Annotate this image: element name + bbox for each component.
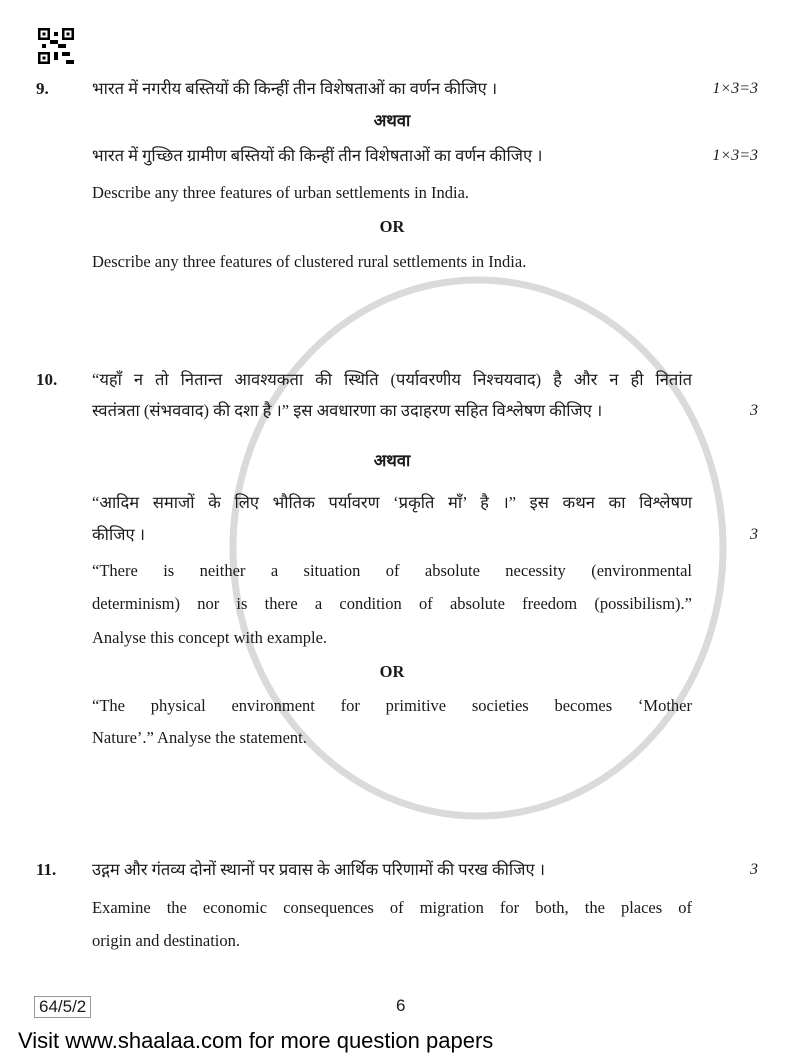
question-10-number: 10.: [36, 370, 58, 389]
question-9: [36, 78, 758, 273]
question-9-alt-english: Describe any three features of clustered rural settlements in India.: [92, 252, 527, 271]
qr-code-icon: [38, 28, 74, 64]
question-9-alt-marks: 1×3=3: [712, 147, 758, 164]
question-11: [36, 859, 758, 952]
question-11-number: 11.: [36, 860, 57, 879]
question-9-alt-hindi: भारत में गुच्छित ग्रामीण बस्तियों की किन्हीं तीन विशेषताओं का वर्णन कीजिए ।: [92, 146, 543, 165]
question-10-english-line1: “There is neither a situation of absolute necessity (environmental: [92, 561, 692, 580]
question-9-number: 9.: [36, 79, 49, 98]
or-hindi: अथवा: [373, 451, 411, 470]
question-9-hindi: भारत में नगरीय बस्तियों की किन्हीं तीन विशेषताओं का वर्णन कीजिए ।: [92, 79, 498, 98]
or-hindi: अथवा: [373, 111, 411, 130]
question-10-alt-hindi-line1: “आदिम समाजों के लिए भौतिक पर्यावरण ‘प्रकृति माँ’ है ।” इस कथन का विश्लेषण: [92, 493, 692, 512]
question-10-english-line3: Analyse this concept with example.: [92, 628, 328, 647]
page-number: 6: [396, 996, 406, 1015]
question-11-english-line2: origin and destination.: [92, 931, 241, 950]
question-10-hindi-line2: स्वतंत्रता (संभववाद) की दशा है ।” इस अवधारणा का उदाहरण सहित विश्लेषण कीजिए ।: [92, 401, 603, 420]
question-10-hindi-line1: “यहाँ न तो नितान्त आवश्यकता की स्थिति (पर्यावरणीय निश्चयवाद) है और न ही नितांत: [92, 370, 692, 389]
question-10-alt-english-line2: Nature’.” Analyse the statement.: [92, 728, 307, 747]
question-10-english-line2: determinism) nor is there a condition of absolute freedom (possibilism).”: [92, 594, 692, 613]
question-10-alt-marks: 3: [750, 526, 758, 543]
paper-code: 64/5/2: [34, 996, 91, 1018]
visit-link[interactable]: Visit www.shaalaa.com for more question papers: [18, 1028, 494, 1053]
or-english: OR: [379, 217, 405, 236]
question-9-english: Describe any three features of urban settlements in India.: [92, 183, 470, 202]
or-english: OR: [379, 662, 405, 681]
question-10: [36, 369, 758, 749]
question-10-marks: 3: [750, 402, 758, 419]
question-10-alt-hindi-line2: कीजिए ।: [92, 525, 145, 544]
question-11-marks: 3: [750, 861, 758, 878]
question-10-alt-english-line1: “The physical environment for primitive societies becomes ‘Mother: [92, 696, 692, 715]
question-9-marks: 1×3=3: [712, 80, 758, 97]
question-11-hindi: उद्गम और गंतव्य दोनों स्थानों पर प्रवास के आर्थिक परिणामों की परख कीजिए ।: [92, 860, 545, 879]
question-11-english-line1: Examine the economic consequences of migration for both, the places of: [92, 898, 692, 917]
